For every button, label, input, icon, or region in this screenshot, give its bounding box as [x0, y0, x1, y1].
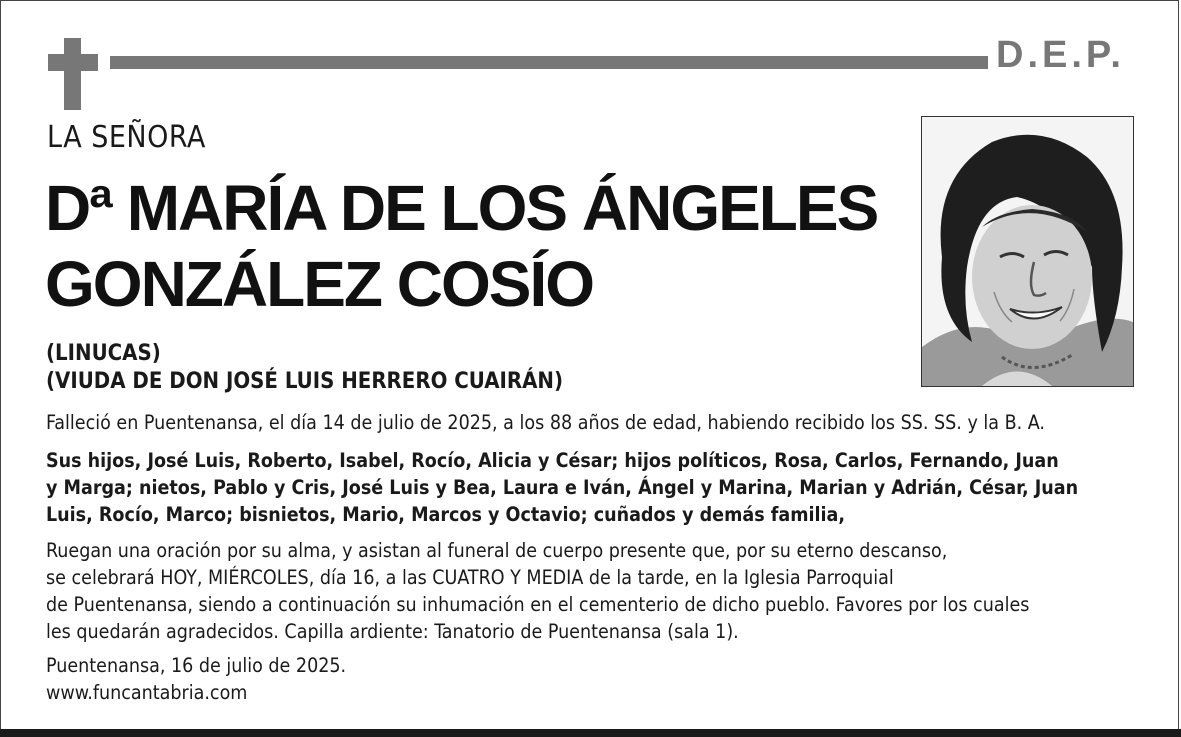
widow-of: (VIUDA DE DON JOSÉ LUIS HERRERO CUAIRÁN): [46, 369, 564, 394]
portrait-photo: [921, 116, 1134, 387]
header-rule: [110, 56, 988, 69]
deceased-name: [45, 170, 905, 322]
family-line: Sus hijos, José Luis, Roberto, Isabel, Rocío, Alicia y César; hijos políticos, Rosa, Carlos, Fernando, Juan: [46, 449, 1059, 472]
family-line: y Marga; nietos, Pablo y Cris, José Luis y Bea, Laura e Iván, Ángel y Marina, Marian y Adrián, César, Juan: [46, 476, 1079, 499]
alias-block: [46, 340, 563, 396]
funeral-block: [46, 537, 1029, 645]
funeral-line: les quedarán agradecidos. Capilla ardiente: Tanatorio de Puentenansa (sala 1).: [46, 620, 739, 643]
family-line: Luis, Rocío, Marco; bisnietos, Mario, Marcos y Octavio; cuñados y demás familia,: [46, 503, 846, 526]
cross-icon: [64, 38, 81, 110]
intro-label: LA SEÑORA: [47, 120, 206, 155]
website-link[interactable]: www.funcantabria.com: [46, 681, 248, 704]
nickname: (LINUCAS): [46, 341, 161, 366]
name-line-1: Dª MARÍA DE LOS ÁNGELES: [45, 172, 878, 244]
funeral-line: de Puentenansa, siendo a continuación su inhumación en el cementerio de dicho pueblo. Favores por los cuales: [46, 593, 1030, 616]
dep-heading: D.E.P.: [996, 34, 1125, 76]
bottom-bar: [0, 729, 1181, 737]
cross-icon-bar: [48, 54, 98, 71]
funeral-line: se celebrará HOY, MIÉRCOLES, día 16, a las CUATRO Y MEDIA de la tarde, en la Iglesia Parroquial: [46, 566, 894, 589]
portrait-image: [922, 117, 1133, 386]
family-block: [46, 447, 1078, 528]
funeral-line: Ruegan una oración por su alma, y asistan al funeral de cuerpo presente que, por su eterno descanso,: [46, 539, 948, 562]
place-date: Puentenansa, 16 de julio de 2025.: [46, 654, 347, 677]
death-notice: Falleció en Puentenansa, el día 14 de julio de 2025, a los 88 años de edad, habiendo recibido los SS. SS. y la B. A.: [46, 411, 1045, 434]
footer-block: [46, 652, 346, 706]
name-line-2: GONZÁLEZ COSÍO: [45, 248, 593, 320]
